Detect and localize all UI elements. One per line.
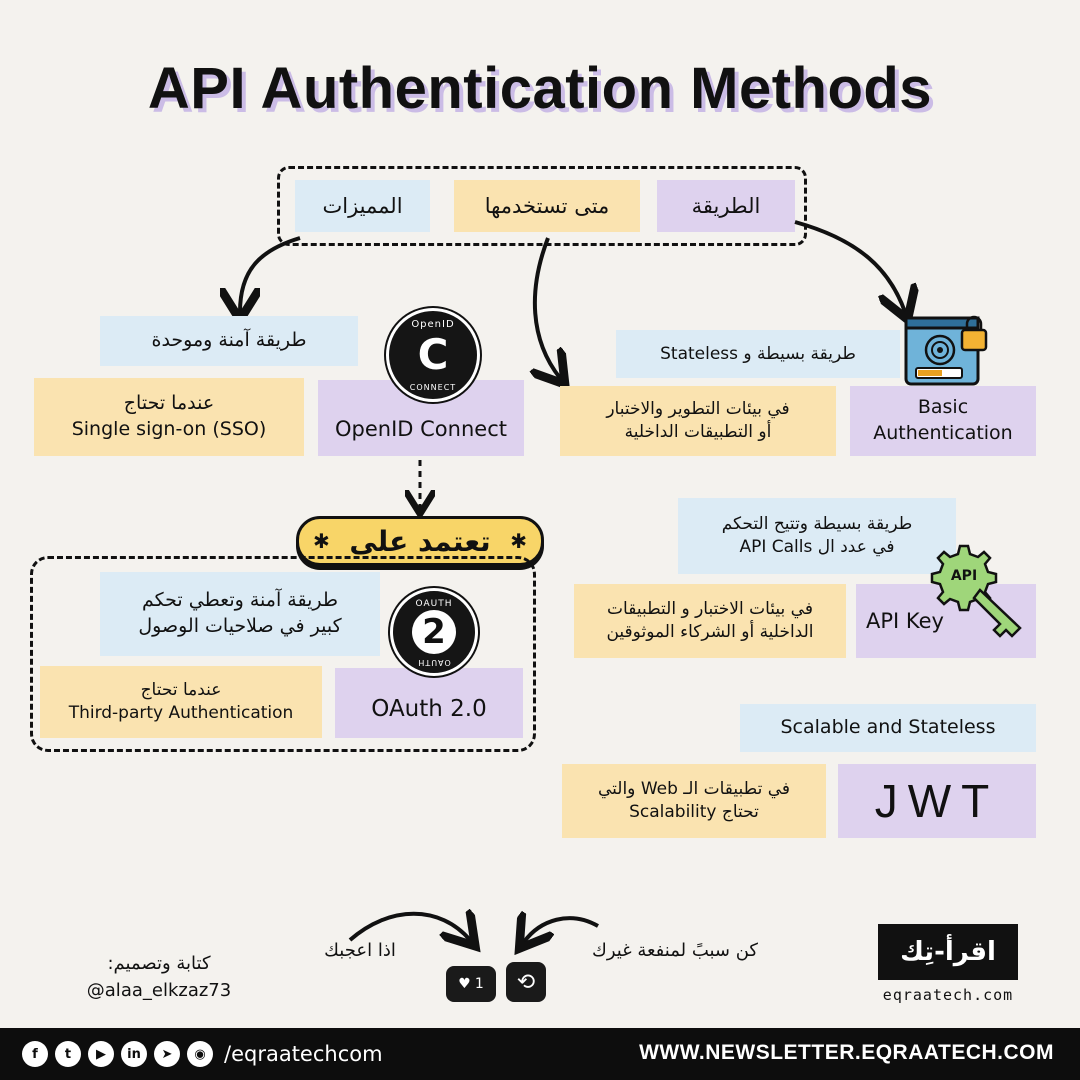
openid-when-line2: Single sign-on (SSO): [71, 418, 267, 440]
brand-logo: [878, 924, 1018, 980]
social-icons: [22, 1041, 383, 1067]
repost-icon: ⟲: [516, 969, 536, 995]
apikey-name: API Key: [866, 608, 944, 633]
footer-bar: [0, 1028, 1080, 1080]
pill-star-icon: ✱: [510, 529, 527, 553]
arrow-to-method: [795, 222, 905, 312]
credit-handle: @alaa_elkzaz73: [86, 980, 232, 1001]
openid-when: [34, 378, 304, 456]
oauth-badge-number: 2: [412, 610, 456, 654]
apikey-feature: [678, 498, 956, 574]
newsletter-link[interactable]: WWW.NEWSLETTER.EQRAATECH.COM: [639, 1041, 1054, 1064]
openid-badge-letter: C: [417, 330, 449, 379]
oauth-when: [40, 666, 322, 738]
heart-icon: ♥: [458, 976, 471, 992]
share-button[interactable]: [506, 962, 546, 1002]
oauth-badge-ring-bottom: OAUTH: [417, 658, 451, 667]
like-count: 1: [474, 976, 484, 992]
linkedin-icon[interactable]: in: [121, 1041, 147, 1067]
arrow-to-when: [535, 238, 560, 378]
twitter-icon[interactable]: t: [55, 1041, 81, 1067]
facebook-icon[interactable]: f: [22, 1041, 48, 1067]
arrow-like: [350, 914, 470, 940]
fingerprint-login-icon: [904, 312, 990, 392]
openid-badge-ring-bottom: CONNECT: [409, 383, 457, 392]
jwt-when-line1: في تطبيقات الـ Web والتي: [597, 779, 791, 800]
oauth-feature-line2: كبير في صلاحيات الوصول: [138, 615, 342, 637]
legend-when-to-use: متى تستخدمها: [454, 180, 640, 232]
like-cta-text: اذا اعجبك: [324, 940, 396, 961]
jwt-feature: Scalable and Stateless: [740, 704, 1036, 752]
oauth-badge: [390, 588, 478, 676]
oauth-when-line1: عندما تحتاج: [140, 680, 222, 701]
pill-star-icon: ✱: [313, 529, 330, 553]
openid-when-line1: عندما تحتاج: [123, 392, 215, 415]
api-key-icon: [920, 540, 1032, 644]
oauth-badge-ring-top: OAUTH: [415, 599, 453, 609]
apikey-feature-line1: طريقة بسيطة وتتيح التحكم: [721, 514, 913, 535]
arrow-share: [524, 918, 598, 942]
like-button[interactable]: [446, 966, 496, 1002]
oauth-method: OAuth 2.0: [335, 668, 523, 738]
apikey-feature-line2: في عدد ال API Calls: [739, 537, 895, 557]
legend-features: المميزات: [295, 180, 430, 232]
basic-when-line1: في بيئات التطوير والاختبار: [606, 399, 790, 420]
jwt-name: JWT: [874, 774, 1000, 827]
brand-url: eqraatech.com: [882, 986, 1014, 1004]
jwt-when: [562, 764, 826, 838]
openid-feature: طريقة آمنة وموحدة: [100, 316, 358, 366]
apikey-when-line1: في بيئات الاختبار و التطبيقات: [607, 599, 813, 620]
telegram-icon[interactable]: ➤: [154, 1041, 180, 1067]
depends-on-label: تعتمد على: [349, 524, 491, 558]
apikey-when-line2: الداخلية أو الشركاء الموثوقين: [606, 622, 814, 642]
credit-line1: كتابة وتصميم:: [107, 953, 211, 974]
basic-name-line2: Authentication: [873, 422, 1013, 444]
author-credit: [64, 950, 254, 1004]
openid-connect-badge: [386, 308, 480, 402]
share-cta-text: كن سببً لمنفعة غيرك: [592, 940, 758, 961]
oauth-feature-line1: طريقة آمنة وتعطي تحكم: [142, 589, 338, 612]
jwt-method: [838, 764, 1036, 838]
basic-method: [850, 386, 1036, 456]
oauth-feature: [100, 572, 380, 656]
oauth-when-line2: Third-party Authentication: [68, 703, 294, 723]
openid-badge-ring-top: OpenID: [411, 319, 455, 330]
basic-name-line1: Basic: [917, 396, 969, 419]
openid-method: OpenID Connect: [318, 380, 524, 456]
brand-logo-text: اقرأ-تِك: [900, 937, 996, 967]
jwt-when-line2: تحتاج Scalability: [629, 802, 759, 822]
apikey-when: [574, 584, 846, 658]
legend-method: الطريقة: [657, 180, 795, 232]
github-icon[interactable]: ◉: [187, 1041, 213, 1067]
api-key-icon-label: API: [950, 568, 978, 584]
basic-feature: طريقة بسيطة و Stateless: [616, 330, 900, 378]
arrow-to-features: [240, 238, 300, 312]
basic-when: [560, 386, 836, 456]
page-title: API Authentication Methods: [147, 56, 933, 121]
social-handle[interactable]: /eqraatechcom: [224, 1042, 383, 1066]
youtube-icon[interactable]: ▶: [88, 1041, 114, 1067]
basic-when-line2: أو التطبيقات الداخلية: [624, 422, 772, 442]
